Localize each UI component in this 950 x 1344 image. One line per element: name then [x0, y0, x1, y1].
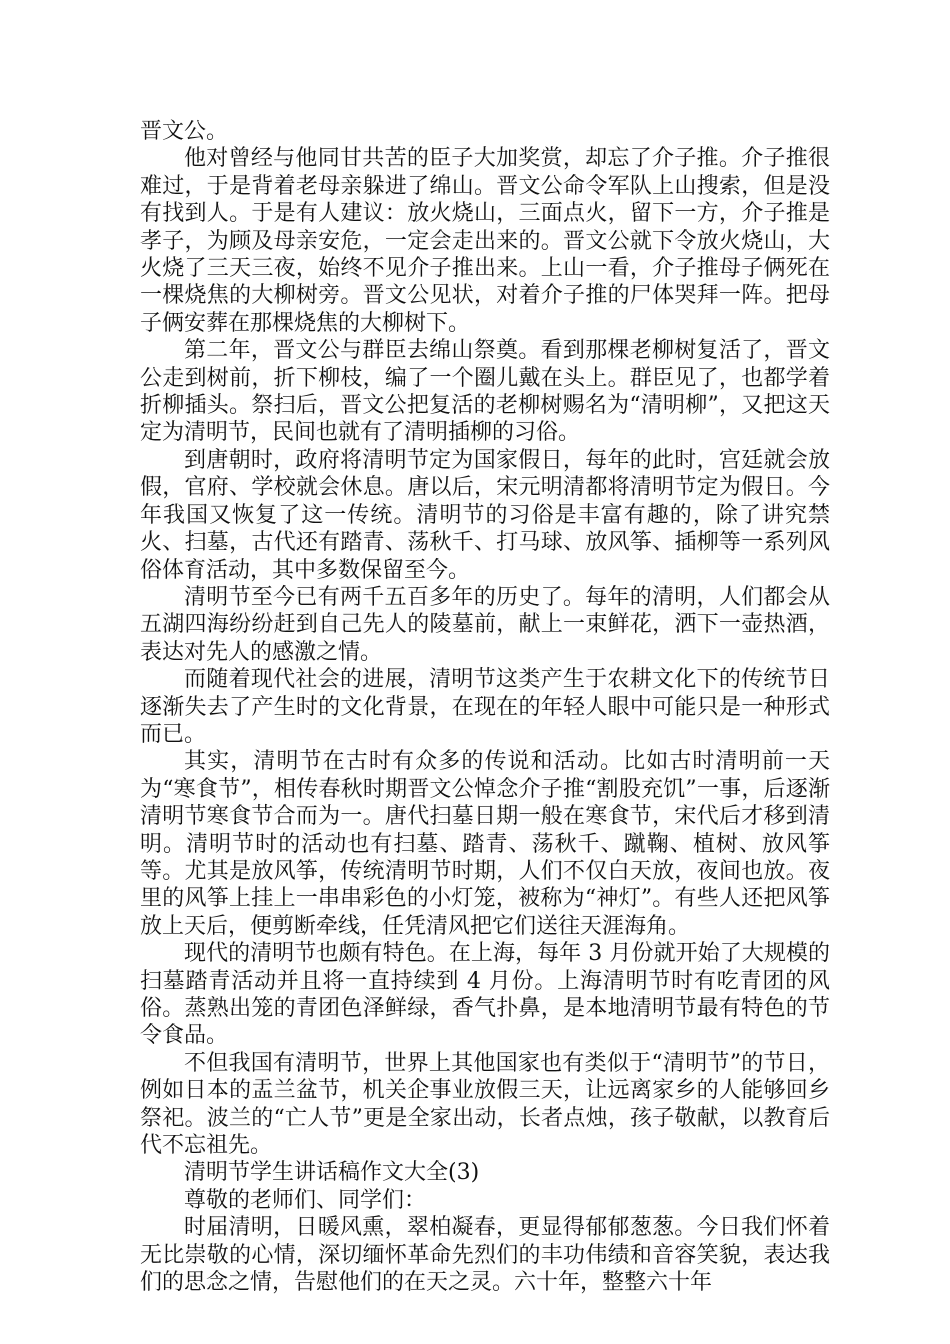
paragraph-other-countries: 不但我国有清明节，世界上其他国家也有类似于“清明节”的节日，例如日本的盂兰盆节，机关企事业放假三天，让远离家乡的人能够回乡祭祀。波兰的“亡人节”更是全家出动，长者点烛，孩子敬献，以教育后代不忘祖先。 — [140, 1050, 830, 1159]
paragraph-continuation: 晋文公。 — [140, 119, 229, 144]
paragraph-history: 清明节至今已有两千五百多年的历史了。每年的清明，人们都会从五湖四海纷纷赶到自己先人的陵墓前，献上一束鲜花，洒下一壶热酒，表达对先人的感激之情。 — [140, 584, 830, 665]
document-body — [140, 118, 830, 1296]
speech-opening: 时届清明，日暖风熏，翠柏凝春，更显得郁郁葱葱。今日我们怀着无比崇敬的心情，深切缅怀革命先烈们的丰功伟绩和音容笑貌，表达我们的思念之情，告慰他们的在天之灵。六十年，整整六十年 — [140, 1215, 830, 1296]
paragraph-ancient-customs: 其实，清明节在古时有众多的传说和活动。比如古时清明前一天为“寒食节”，相传春秋时期晋文公悼念介子推“割股充饥”一事，后逐渐清明节寒食节合而为一。唐代扫墓日期一般在寒食节，宋代后才移到清明。清明节时的活动也有扫墓、踏青、荡秋千、蹴鞠、植树、放风筝等。尤其是放风筝，传统清明节时期，人们不仅白天放，夜间也放。夜里的风筝上挂上一串串彩色的小灯笼，被称为“神灯”。有些人还把风筝放上天后，便剪断牵线，任凭清风把它们送往天涯海角。 — [140, 749, 830, 939]
section-heading: 清明节学生讲话稿作文大全(3) — [184, 1160, 480, 1186]
paragraph-shanghai: 现代的清明节也颇有特色。在上海，每年 3 月份就开始了大规模的扫墓踏青活动并且将一直持续到 4 月份。上海清明节时有吃青团的风俗。蒸熟出笼的青团色泽鲜绿，香气扑鼻，是本地清明节最有特色的节令食品。 — [140, 941, 830, 1049]
paragraph-modern-society: 而随着现代社会的进展，清明节这类产生于农耕文化下的传统节日逐渐失去了产生时的文化背景，在现在的年轻人眼中可能只是一种形式而已。 — [140, 667, 830, 747]
paragraph-qingming-willow: 第二年，晋文公与群臣去绵山祭奠。看到那棵老柳树复活了，晋文公走到树前，折下柳枝，编了一个圈儿戴在头上。群臣见了，也都学着折柳插头。祭扫后，晋文公把复活的老柳树赐名为“清明柳”，又把这天定为清明节，民间也就有了清明插柳的习俗。 — [140, 338, 830, 446]
paragraph-jie-zitui-story: 他对曾经与他同甘共苦的臣子大加奖赏，却忘了介子推。介子推很难过，于是背着老母亲躲进了绵山。晋文公命令军队上山搜索，但是没有找到人。于是有人建议：放火烧山，三面点火，留下一方，介子推是孝子，为顾及母亲安危，一定会走出来的。晋文公就下令放火烧山，大火烧了三天三夜，始终不见介子推出来。上山一看，介子推母子俩死在一棵烧焦的大柳树旁。晋文公见状，对着介子推的尸体哭拜一阵。把母子俩安葬在那棵烧焦的大柳树下。 — [140, 146, 830, 336]
speech-salutation: 尊敬的老师们、同学们： — [184, 1187, 427, 1213]
paragraph-tang-dynasty: 到唐朝时，政府将清明节定为国家假日，每年的此时，宫廷就会放假，官府、学校就会休息。唐以后，宋元明清都将清明节定为假日。今年我国又恢复了这一传统。清明节的习俗是丰富有趣的，除了讲究禁火、扫墓，古代还有踏青、荡秋千、打马球、放风筝、插柳等一系列风俗体育活动，其中多数保留至今。 — [140, 447, 830, 583]
